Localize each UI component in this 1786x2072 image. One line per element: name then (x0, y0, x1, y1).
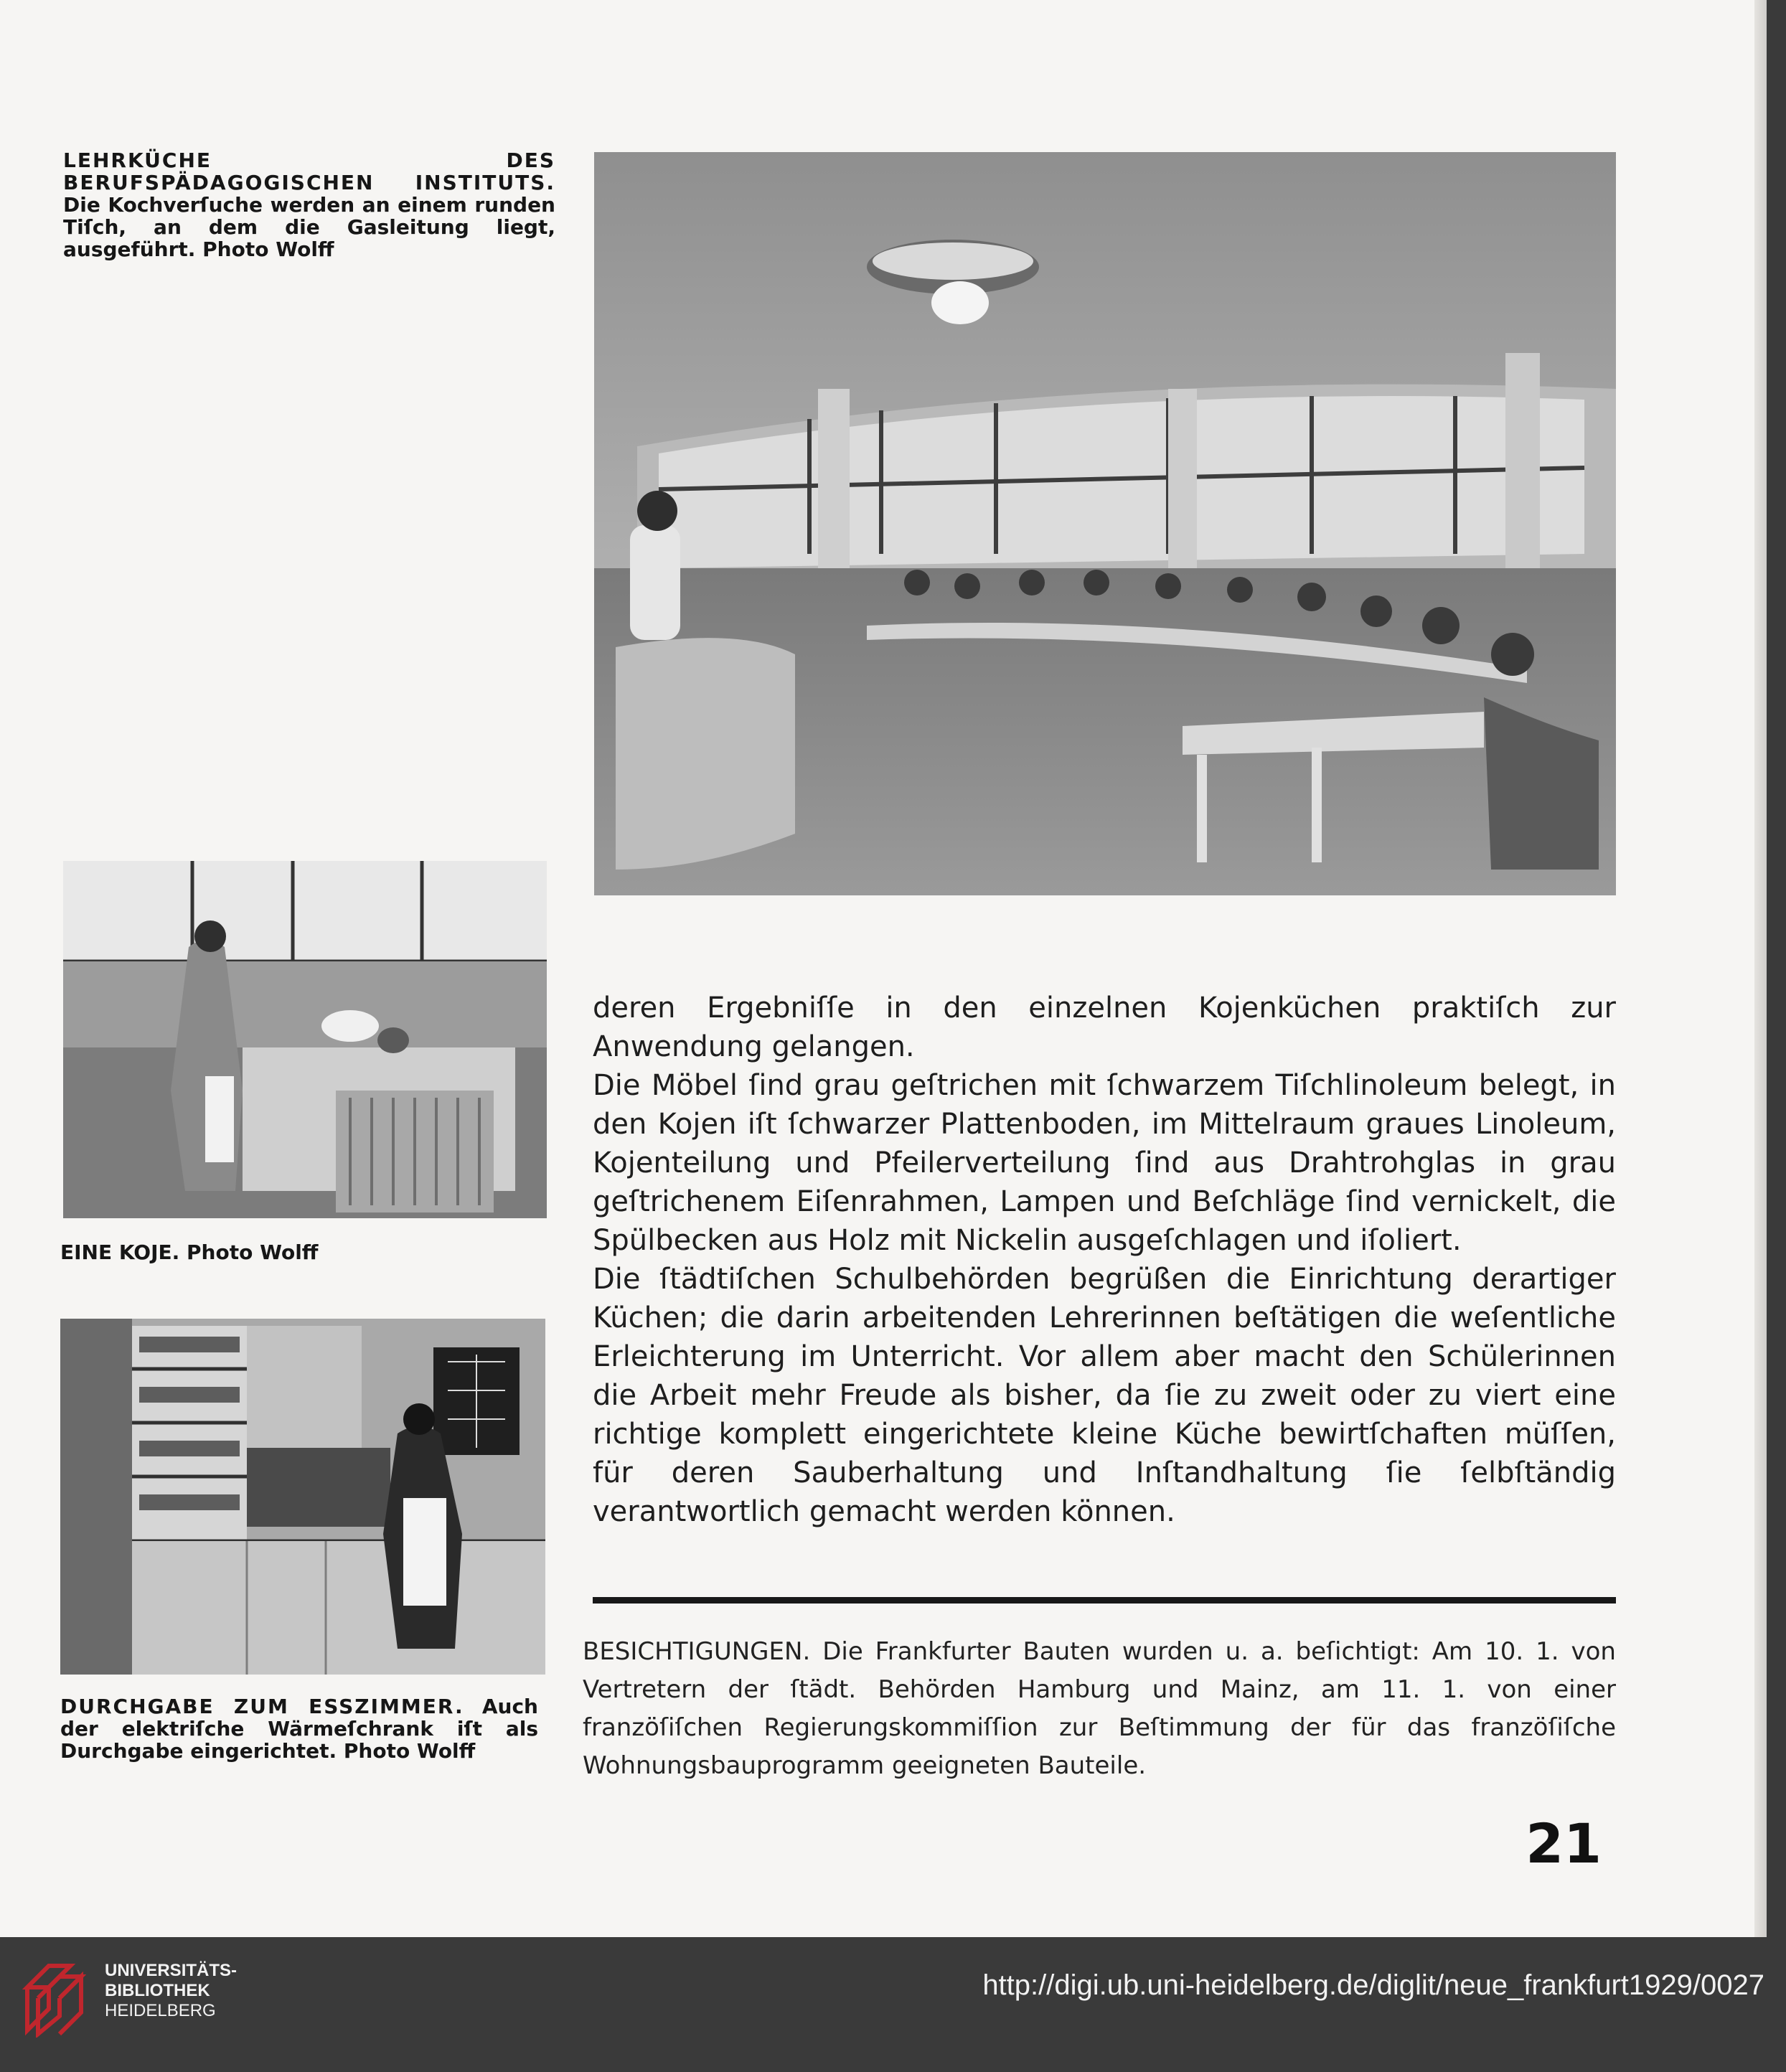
body-paragraph-1: deren Ergebniſſe in den einzelnen Kojenküchen praktiſch zur Anwendung gelangen. (593, 992, 1616, 1063)
caption-durchgabe-head: DURCHGABE ZUM ESSZIMMER. (60, 1695, 464, 1718)
caption-lehrkueche-head: LEHRKÜCHE DES BERUFSPÄDAGOGISCHEN INSTITUTS. (63, 149, 555, 194)
section-rule (593, 1597, 1616, 1604)
library-name-line3: HEIDELBERG (105, 2001, 216, 2020)
ub-heidelberg-logo-icon (20, 1959, 92, 2038)
library-name (105, 1961, 237, 2021)
footer-bar (0, 1937, 1786, 2072)
body-text (593, 989, 1616, 1531)
library-name-line1: UNIVERSITÄTS- (105, 1961, 238, 1980)
notice-besichtigungen: BESICHTIGUNGEN. Die Frankfurter Bauten wurden u. a. beſichtigt: Am 10. 1. von Vertretern der ſtädt. Behörden Hamburg und Mainz, am 11. 1. von einer franzöſiſchen Regierungskommiſſion zur Beſtimmung der für das franzöſiſche Wohnungsbauprogramm geeigneten Bauteile. (583, 1637, 1616, 1780)
body-paragraph-3: Die ſtädtiſchen Schulbehörden begrüßen die Einrichtung derartiger Küchen; die darin arbeitenden Lehrerinnen beſtätigen die weſentliche Erleichterung im Unterricht. Vor allem aber macht den Schülerinnen die Arbeit mehr Freude als bisher, da ſie zu zweit oder zu viert eine richtige komplett eingerichtete kleine Küche bewirtſchaften müſſen, für deren Sauberhaltung und Inſtandhaltung ſie ſelbſtändig verantwortlich gemacht werden können. (593, 1263, 1616, 1528)
photo-lehrkueche (594, 152, 1616, 895)
photo-koje (63, 861, 547, 1218)
photo-durchgabe (60, 1319, 545, 1675)
caption-durchgabe (60, 1695, 538, 1762)
library-name-line2: BIBLIOTHEK (105, 1981, 210, 2000)
caption-durchgabe-body: Auch der elektriſche Wärmeſchrank iſt als Durchgabe eingerichtet. Photo Wolff (60, 1695, 538, 1763)
body-paragraph-2: Die Möbel ſind grau geſtrichen mit ſchwarzem Tiſchlinoleum belegt, in den Kojen iſt ſchwarzer Plattenboden, im Mittelraum graues Linoleum, Kojenteilung und Pfeilerverteilung ſind aus Drahtrohglas in grau geſtrichenem Eiſenrahmen, Lampen und Beſchläge ſind vernickelt, die Spülbecken aus Holz mit Nickelin ausgeſchlagen und iſoliert. (593, 1069, 1616, 1257)
source-url[interactable]: http://digi.ub.uni-heidelberg.de/diglit/neue_frankfurt1929/0027 (982, 1969, 1764, 2001)
caption-koje: EINE KOJE. Photo Wolff (60, 1240, 319, 1264)
caption-lehrkueche-body: Die Kochverſuche werden an einem runden Tiſch, an dem die Gasleitung liegt, ausgeführt. Photo Wolff (63, 193, 555, 261)
caption-lehrkueche (63, 149, 555, 260)
page-number: 21 (1526, 1812, 1602, 1875)
page-edge-shadow (1754, 0, 1767, 1937)
